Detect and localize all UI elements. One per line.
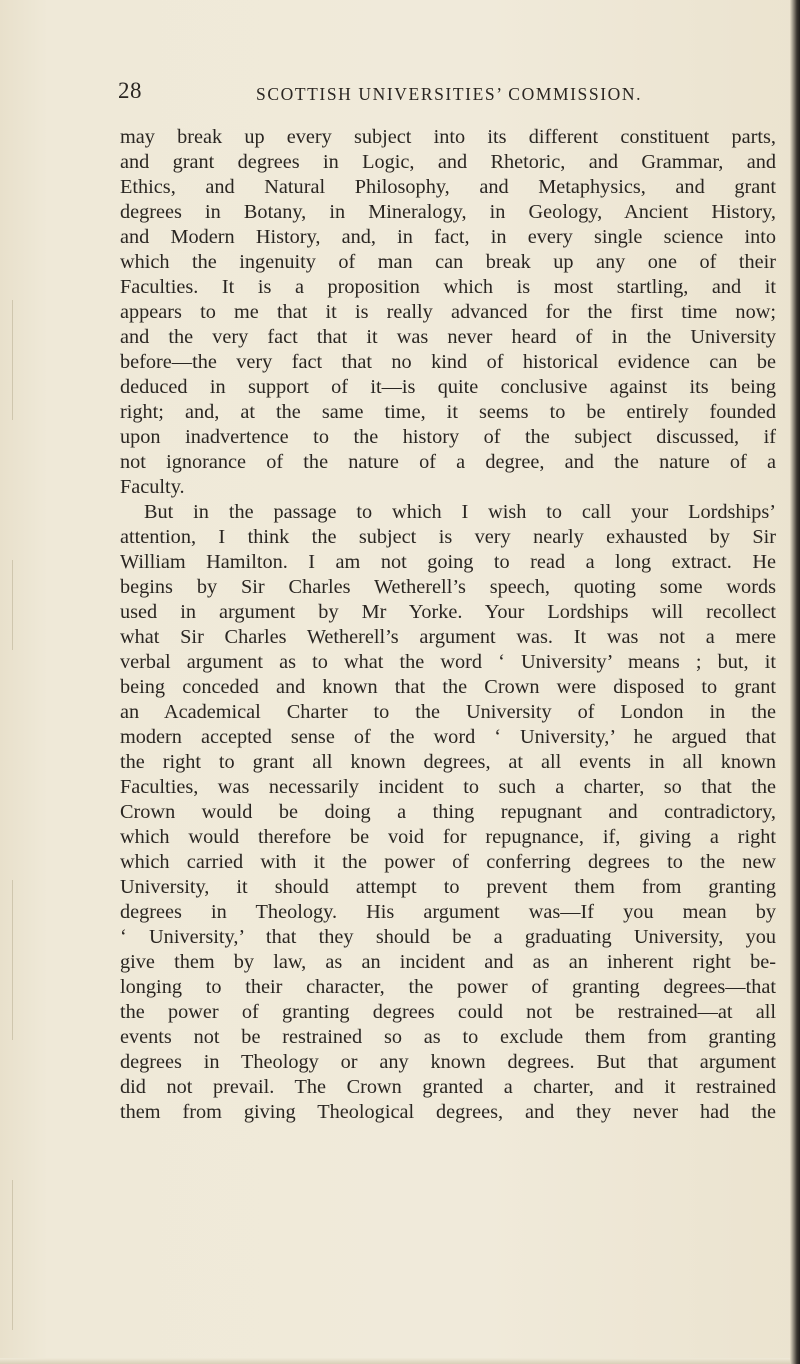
page-bottom-edge: [0, 1358, 800, 1364]
text-line: degrees in Botany, in Mineralogy, in Geology, Ancient History,: [120, 201, 776, 223]
text-line: But in the passage to which I wish to call your Lordships’: [144, 501, 776, 523]
text-line: which would therefore be void for repugnance, if, giving a right: [120, 826, 776, 848]
text-line: events not be restrained so as to exclude them from granting: [120, 1026, 776, 1048]
text-line: degrees in Theology. His argument was—If you mean by: [120, 901, 776, 923]
running-head: SCOTTISH UNIVERSITIES’ COMMISSION.: [256, 84, 643, 104]
text-line: did not prevail. The Crown granted a charter, and it restrained: [120, 1076, 776, 1098]
gutter-mark: [12, 880, 13, 1040]
text-line: which carried with it the power of conferring degrees to the new: [120, 851, 776, 873]
text-line: the power of granting degrees could not be restrained—at all: [120, 1001, 776, 1023]
text-line: which the ingenuity of man can break up any one of their: [120, 251, 776, 273]
text-line: before—the very fact that no kind of historical evidence can be: [120, 351, 776, 373]
text-line: what Sir Charles Wetherell’s argument was. It was not a mere: [120, 626, 776, 648]
text-line: them from giving Theological degrees, and they never had the: [120, 1101, 776, 1123]
text-line: and grant degrees in Logic, and Rhetoric, and Grammar, and: [120, 151, 776, 173]
text-line: give them by law, as an incident and as an inherent right be-: [120, 951, 776, 973]
text-line: being conceded and known that the Crown were disposed to grant: [120, 676, 776, 698]
text-line: Ethics, and Natural Philosophy, and Metaphysics, and grant: [120, 176, 776, 198]
text-line: begins by Sir Charles Wetherell’s speech, quoting some words: [120, 576, 776, 598]
text-line: attention, I think the subject is very nearly exhausted by Sir: [120, 526, 776, 548]
text-line: Faculties, was necessarily incident to such a charter, so that the: [120, 776, 776, 798]
text-line: used in argument by Mr Yorke. Your Lordships will recollect: [120, 601, 776, 623]
text-line: ‘ University,’ that they should be a graduating University, you: [120, 926, 776, 948]
gutter-mark: [12, 300, 13, 420]
page-header: [0, 78, 800, 118]
text-line: deduced in support of it—is quite conclusive against its being: [120, 376, 776, 398]
text-line: and Modern History, and, in fact, in every single science into: [120, 226, 776, 248]
text-line: modern accepted sense of the word ‘ University,’ he argued that: [120, 726, 776, 748]
book-spine-shadow: [790, 0, 800, 1364]
text-line: University, it should attempt to prevent them from granting: [120, 876, 776, 898]
text-line: Faculties. It is a proposition which is most startling, and it: [120, 276, 776, 298]
text-line: verbal argument as to what the word ‘ University’ means ; but, it: [120, 651, 776, 673]
text-line: William Hamilton. I am not going to read a long extract. He: [120, 551, 776, 573]
body-text: [120, 125, 776, 1125]
text-line: and the very fact that it was never heard of in the University: [120, 326, 776, 348]
text-line: upon inadvertence to the history of the subject discussed, if: [120, 426, 776, 448]
text-line: not ignorance of the nature of a degree, and the nature of a: [120, 451, 776, 473]
text-line: degrees in Theology or any known degrees. But that argument: [120, 1051, 776, 1073]
text-line: longing to their character, the power of granting degrees—that: [120, 976, 776, 998]
text-line: the right to grant all known degrees, at all events in all known: [120, 751, 776, 773]
gutter-mark: [12, 560, 13, 650]
text-line: may break up every subject into its different constituent parts,: [120, 126, 776, 148]
text-line: right; and, at the same time, it seems to be entirely founded: [120, 401, 776, 423]
text-line: Faculty.: [120, 476, 185, 498]
text-line: Crown would be doing a thing repugnant and contradictory,: [120, 801, 776, 823]
text-line: appears to me that it is really advanced for the first time now;: [120, 301, 776, 323]
gutter-mark: [12, 1180, 13, 1330]
page-number: 28: [118, 78, 142, 103]
text-line: an Academical Charter to the University of London in the: [120, 701, 776, 723]
